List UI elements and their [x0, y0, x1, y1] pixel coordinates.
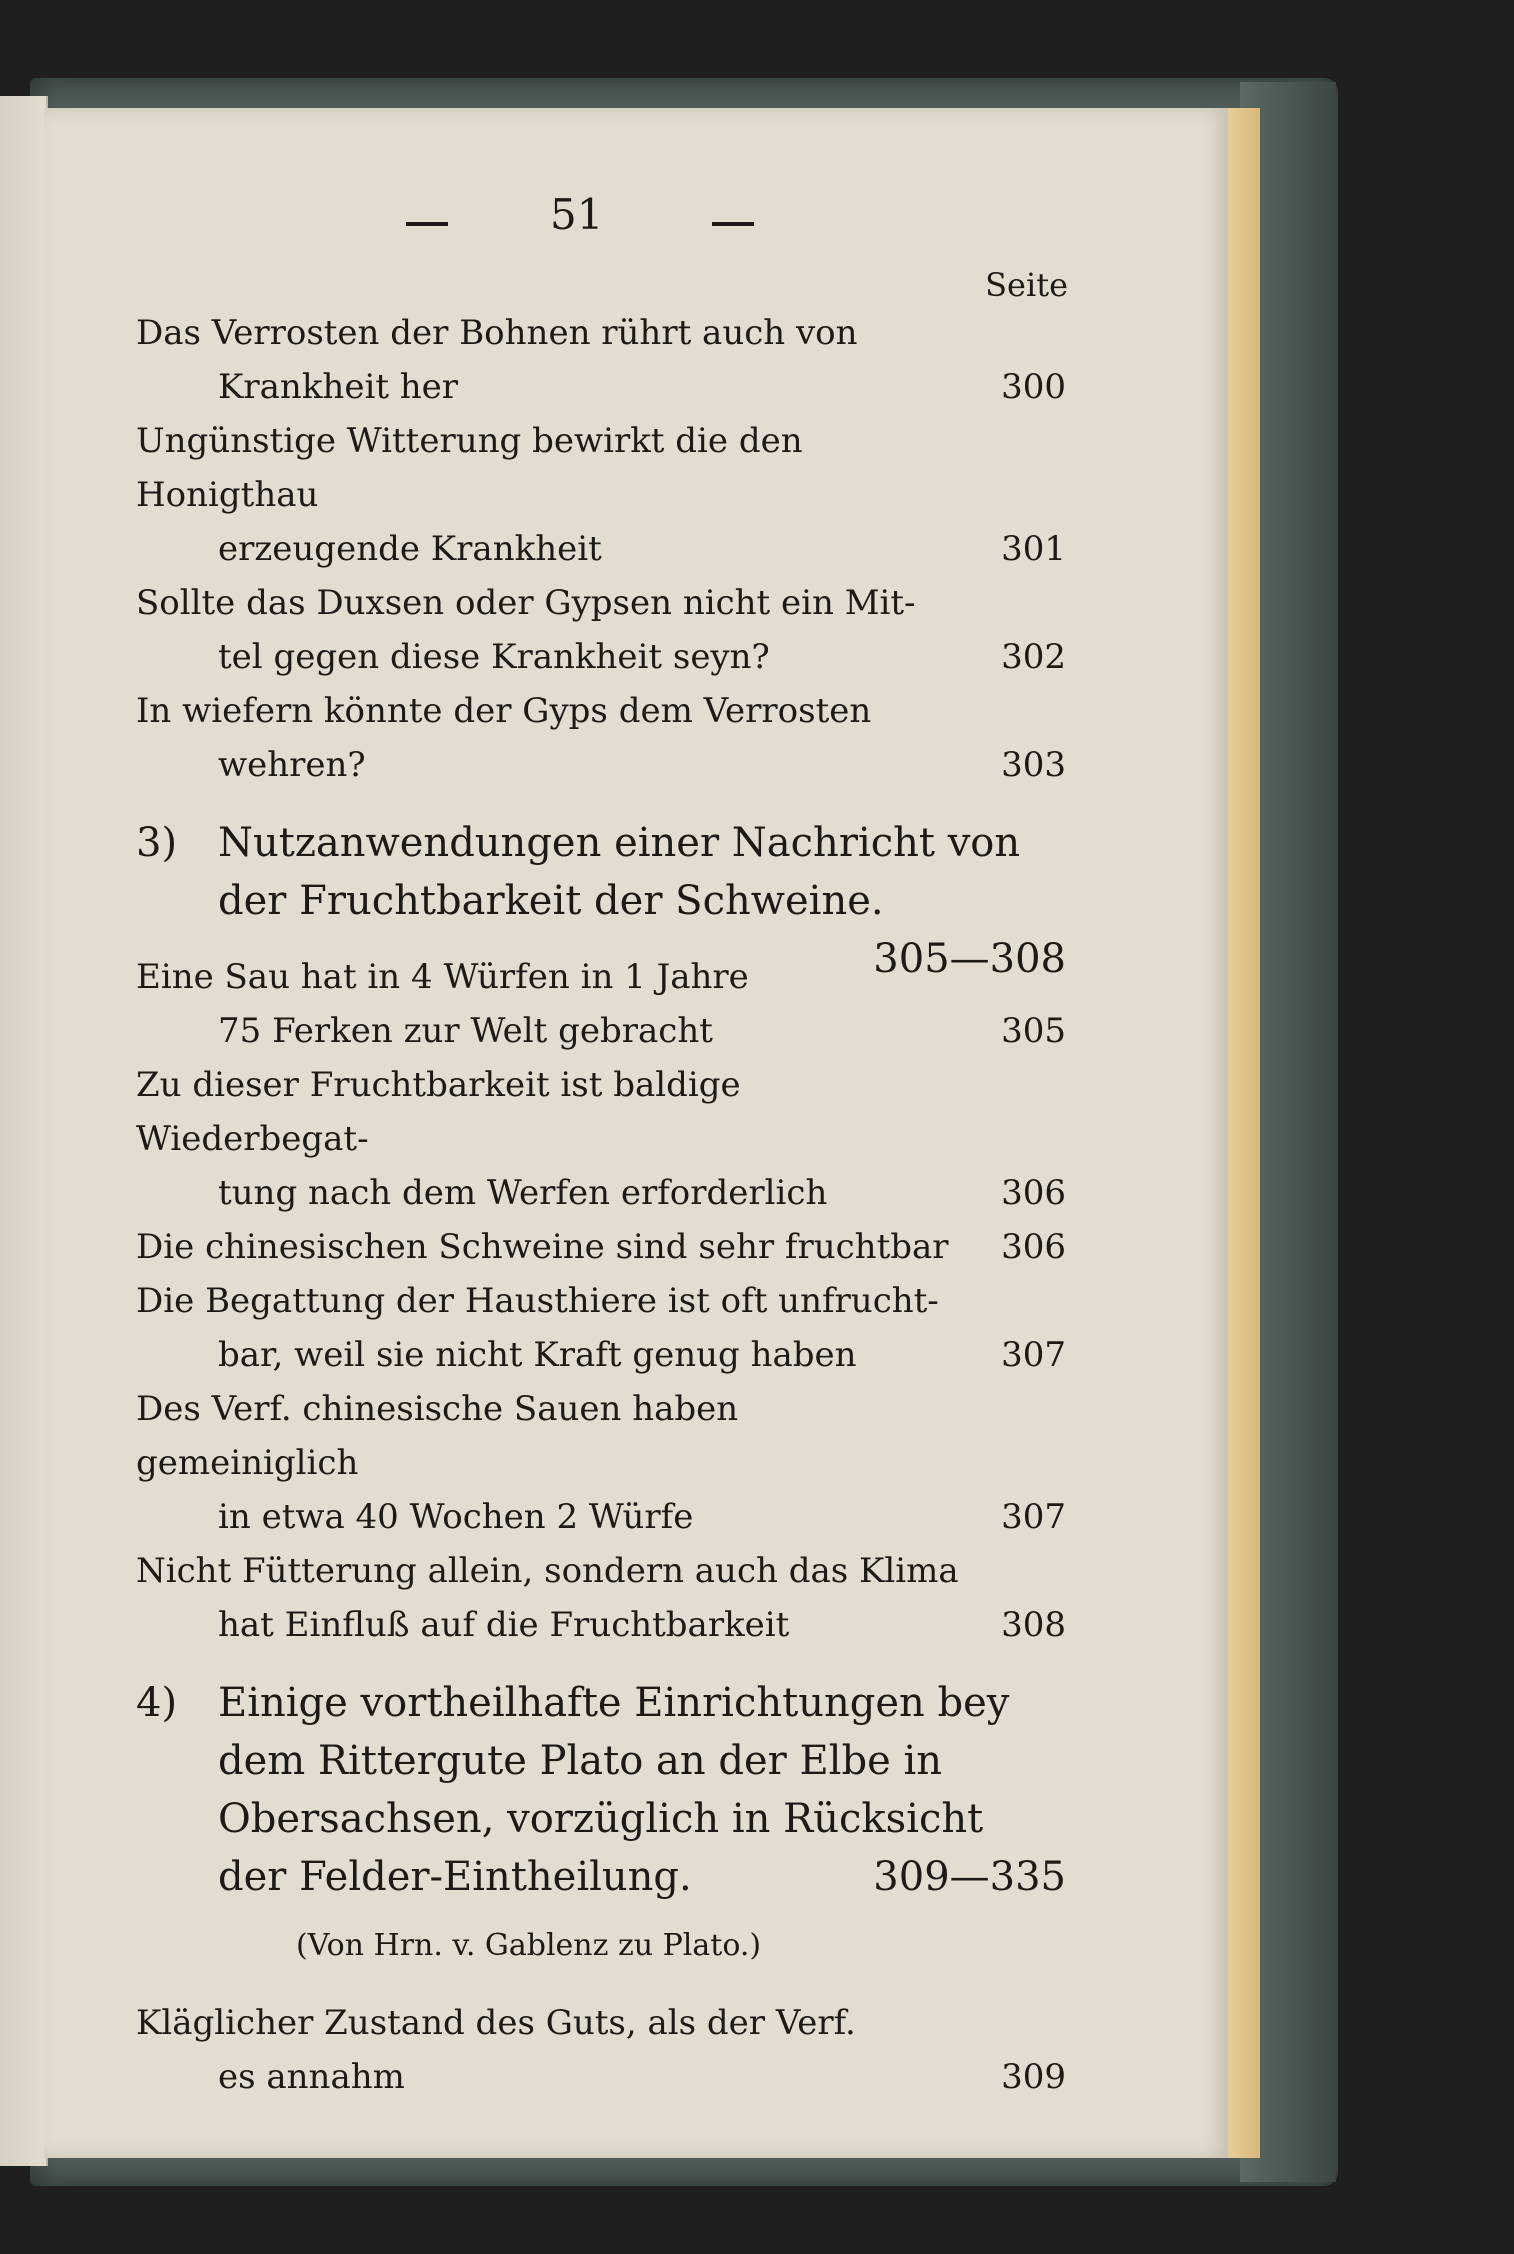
- entry-page: 306: [1001, 1227, 1066, 1267]
- entry-line: Die Begattung der Hausthiere ist oft unfrucht-: [136, 1281, 939, 1321]
- header-dash-right: [712, 222, 754, 226]
- entry-page: 305: [1001, 1011, 1066, 1051]
- entry-line: tung nach dem Werfen erforderlich: [218, 1173, 828, 1213]
- entry-line: in etwa 40 Wochen 2 Würfe: [218, 1497, 694, 1537]
- toc-entry: [136, 414, 1066, 576]
- entry-line: Das Verrosten der Bohnen rührt auch von: [136, 313, 858, 353]
- entry-line: erzeugende Krankheit: [218, 529, 602, 569]
- entry-line: wehren?: [218, 745, 366, 785]
- section-title-line: [136, 1848, 1066, 1906]
- entry-line: es annahm: [218, 2057, 405, 2097]
- toc-entry: [136, 1220, 1066, 1274]
- entry-line: hat Einfluß auf die Fruchtbarkeit: [218, 1605, 790, 1645]
- left-page-edge: [0, 96, 48, 2166]
- entry-page: 308: [1001, 1605, 1066, 1645]
- toc-entry: [136, 1274, 1066, 1382]
- toc-entry: [136, 1996, 1066, 2104]
- entry-page: 309: [1001, 2057, 1066, 2097]
- page-header: [44, 190, 1228, 250]
- entry-page: 300: [1001, 367, 1066, 407]
- section-page-range: 309—335: [873, 1854, 1066, 1900]
- entry-line: Ungünstige Witterung bewirkt die den Honigthau: [136, 421, 803, 515]
- section-marker: 3): [136, 820, 178, 866]
- entry-page: 307: [1001, 1497, 1066, 1537]
- entry-line: Zu dieser Fruchtbarkeit ist baldige Wiederbegat-: [136, 1065, 741, 1159]
- section-title-line: Obersachsen, vorzüglich in Rücksicht: [218, 1796, 984, 1842]
- entry-line: Krankheit her: [218, 367, 459, 407]
- entry-page: 306: [1001, 1173, 1066, 1213]
- entry-page: 307: [1001, 1335, 1066, 1375]
- toc-entry: [136, 950, 1066, 1058]
- entry-line: tel gegen diese Krankheit seyn?: [218, 637, 770, 677]
- entry-line: Kläglicher Zustand des Guts, als der Verf.: [136, 2003, 856, 2043]
- page-fore-edge: [1226, 108, 1260, 2158]
- section-author: (Von Hrn. v. Gablenz zu Plato.): [296, 1928, 762, 1963]
- section-title-line: Nutzanwendungen einer Nachricht von: [218, 820, 1021, 866]
- section-title-line: Einige vortheilhafte Einrichtungen bey: [218, 1680, 1010, 1726]
- entry-line: bar, weil sie nicht Kraft genug haben: [218, 1335, 857, 1375]
- section-title-line: dem Rittergute Plato an der Elbe in: [218, 1738, 943, 1784]
- toc-entry: [136, 576, 1066, 684]
- section-title-text: der Fruchtbarkeit der Schweine.: [218, 878, 884, 924]
- section-marker: 4): [136, 1680, 178, 1726]
- toc-entry: [136, 1544, 1066, 1652]
- column-header-seite: Seite: [985, 266, 1068, 304]
- toc-entry: [136, 306, 1066, 414]
- section-heading-4: [136, 1674, 1066, 1906]
- section-page-range: 305—308: [873, 936, 1066, 982]
- entry-line: In wiefern könnte der Gyps dem Verrosten: [136, 691, 872, 731]
- entry-page: 301: [1001, 529, 1066, 569]
- entry-line: Eine Sau hat in 4 Würfen in 1 Jahre: [136, 957, 749, 997]
- toc-entry: [136, 1382, 1066, 1544]
- table-of-contents: [136, 306, 1066, 2104]
- entry-line: Die chinesischen Schweine sind sehr fruchtbar: [136, 1227, 949, 1267]
- entry-line: Nicht Fütterung allein, sondern auch das Klima: [136, 1551, 959, 1591]
- book-page: [44, 108, 1228, 2158]
- entry-line: Sollte das Duxsen oder Gypsen nicht ein Mit-: [136, 583, 916, 623]
- entry-line: Des Verf. chinesische Sauen haben gemeiniglich: [136, 1389, 739, 1483]
- header-dash-left: [406, 222, 448, 226]
- toc-entry: [136, 684, 1066, 792]
- entry-page: 303: [1001, 745, 1066, 785]
- entry-line: 75 Ferken zur Welt gebracht: [218, 1011, 713, 1051]
- page-number: 51: [550, 190, 604, 239]
- section-title-text: der Felder-Eintheilung.: [218, 1854, 692, 1900]
- entry-page: 302: [1001, 637, 1066, 677]
- toc-entry: [136, 1058, 1066, 1220]
